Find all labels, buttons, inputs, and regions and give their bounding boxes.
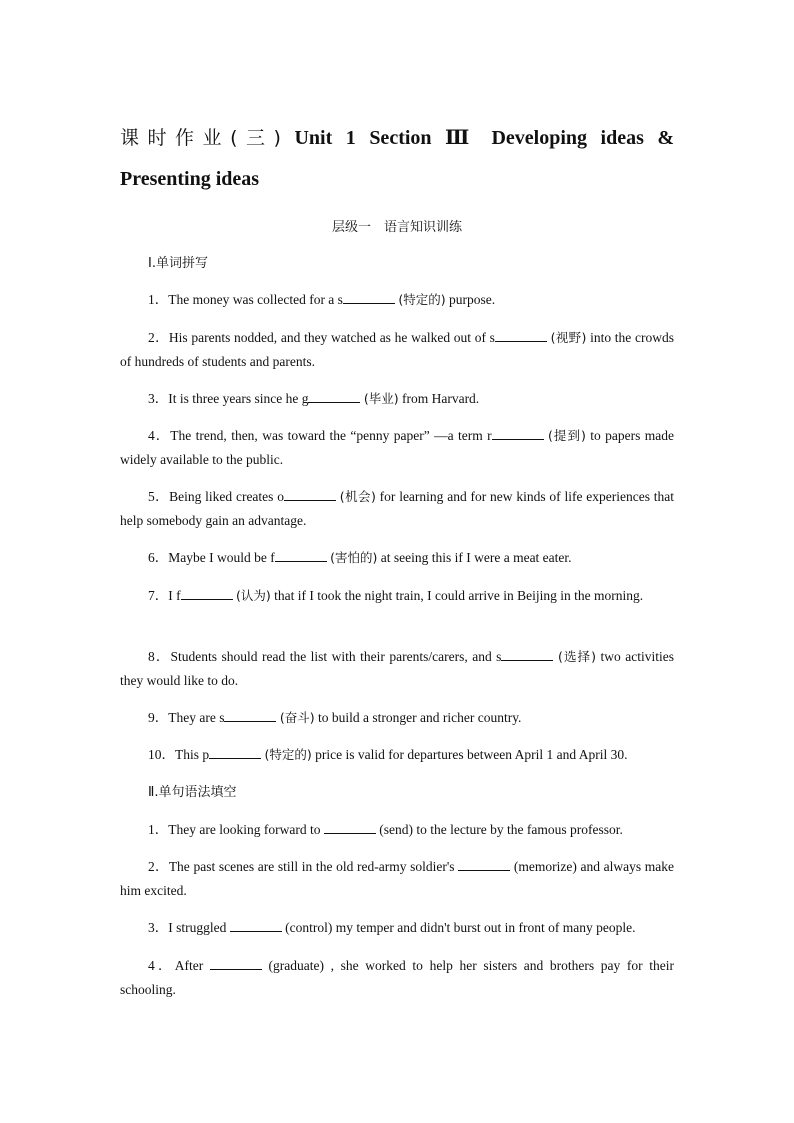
- question-2-1: 1．They are looking forward to (send) to the lecture by the famous professor.: [148, 822, 623, 837]
- answer-blank[interactable]: [495, 329, 547, 342]
- answer-blank[interactable]: [224, 709, 276, 722]
- question-1-9: 9．They are s (奋斗) to build a stronger and richer country.: [148, 710, 522, 725]
- question-1-4: 4．The trend, then, was toward the “penny paper” —a term r (提到) to papers made widely available to the public.: [120, 428, 675, 467]
- answer-blank[interactable]: [210, 957, 262, 970]
- title-section: Section Ⅲ: [369, 127, 478, 149]
- question-1-3: 3．It is three years since he g (毕业) from Harvard.: [148, 391, 480, 406]
- answer-blank[interactable]: [209, 746, 261, 759]
- section2-heading: Ⅱ.单句语法填空: [148, 785, 237, 800]
- answer-blank[interactable]: [458, 858, 510, 871]
- question-1-7: 7．I f (认为) that if I took the night train, I could arrive in Beijing in the morning.: [148, 588, 644, 603]
- answer-blank[interactable]: [324, 821, 376, 834]
- question-1-6: 6．Maybe I would be f (害怕的) at seeing this if I were a meat eater.: [148, 550, 572, 565]
- answer-blank[interactable]: [492, 427, 544, 440]
- answer-blank[interactable]: [501, 648, 553, 661]
- section1-heading: Ⅰ.单词拼写: [148, 256, 208, 271]
- title-unit: Unit 1: [294, 127, 356, 149]
- title-rest: Developing ideas &: [491, 127, 675, 149]
- answer-blank[interactable]: [181, 587, 233, 600]
- question-2-4: 4．After (graduate) , she worked to help her sisters and brothers pay for their schooling.: [120, 958, 674, 997]
- title-cn: 课时作业(三): [120, 127, 281, 149]
- question-1-5: 5．Being liked creates o (机会) for learning and for new kinds of life experiences that help somebody gain an advantage.: [120, 489, 675, 528]
- answer-blank[interactable]: [284, 488, 336, 501]
- question-2-3: 3．I struggled (control) my temper and didn't burst out in front of many people.: [148, 920, 636, 935]
- question-2-2: 2．The past scenes are still in the old red-army soldier's (memorize) and always make him excited.: [120, 859, 675, 898]
- worksheet-title: [120, 118, 674, 159]
- question-1-1: 1．The money was collected for a s (特定的) purpose.: [148, 292, 496, 307]
- level-heading: 层级一 语言知识训练: [331, 220, 462, 235]
- answer-blank[interactable]: [230, 919, 282, 932]
- question-1-2: 2．His parents nodded, and they watched as he walked out of s (视野) into the crowds of hundreds of students and parents.: [120, 330, 674, 369]
- answer-blank[interactable]: [275, 549, 327, 562]
- answer-blank[interactable]: [343, 291, 395, 304]
- question-1-10: 10．This p (特定的) price is valid for departures between April 1 and April 30.: [148, 747, 628, 762]
- answer-blank[interactable]: [308, 390, 360, 403]
- question-1-8: 8．Students should read the list with their parents/carers, and s (选择) two activities they would like to do.: [120, 649, 675, 688]
- worksheet-title-line2: Presenting ideas: [120, 168, 260, 190]
